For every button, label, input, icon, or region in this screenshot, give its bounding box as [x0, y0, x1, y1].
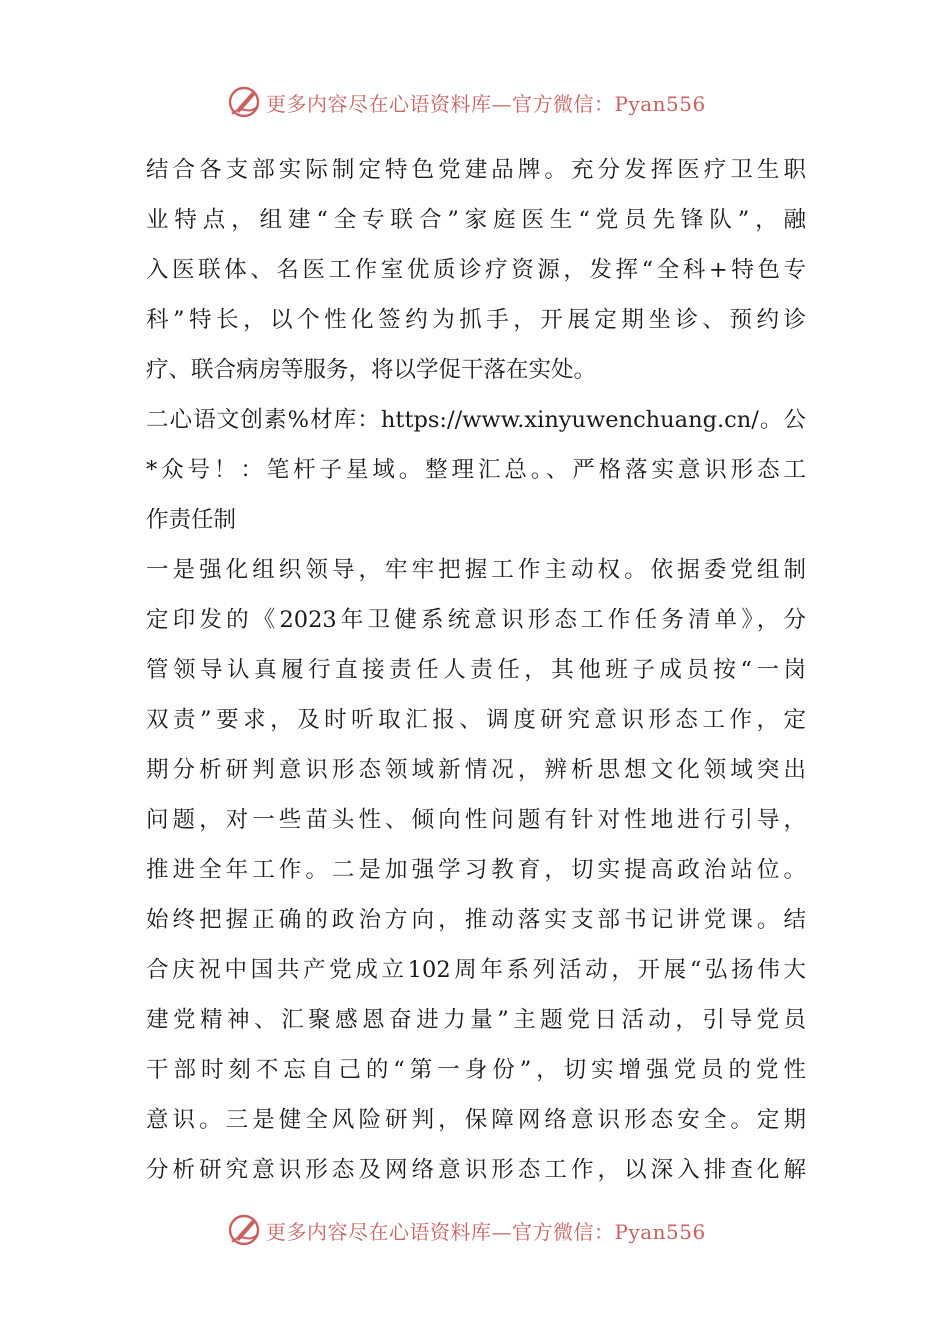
header-banner-inner — [226, 80, 706, 124]
text-line: 双责”要求，及时听取汇报、调度研究意识形态工作，定 — [146, 707, 806, 733]
text-line: 建党精神、汇聚感恩奋进力量”主题党日活动，引导党员 — [146, 1007, 806, 1033]
text-line: 科”特长，以个性化签约为抓手，开展定期坐诊、预约诊 — [146, 307, 806, 333]
text-line: 问题，对一些苗头性、倾向性问题有针对性地进行引导， — [146, 807, 806, 833]
text-line: 疗、联合病房等服务，将以学促干落在实处。 — [146, 357, 597, 383]
header-banner — [0, 80, 950, 124]
pen-circle-logo-icon — [226, 84, 262, 120]
footer-banner-inner — [226, 1208, 706, 1252]
text-line: 定印发的《2023年卫健系统意识形态工作任务清单》，分 — [146, 607, 806, 633]
text-line: 干部时刻不忘自己的“第一身份”，切实增强党员的党性 — [146, 1057, 806, 1083]
document-body — [146, 145, 806, 1195]
pen-circle-logo-icon — [226, 1212, 262, 1248]
text-line: 一是强化组织领导，牢牢把握工作主动权。依据委党组制 — [146, 557, 806, 583]
text-line: 结合各支部实际制定特色党建品牌。充分发挥医疗卫生职 — [146, 157, 806, 183]
header-banner-text: 更多内容尽在心语资料库—官方微信：Pyan556 — [266, 91, 706, 116]
text-line: 推进全年工作。二是加强学习教育，切实提高政治站位。 — [146, 857, 806, 883]
footer-banner-text: 更多内容尽在心语资料库—官方微信：Pyan556 — [266, 1219, 706, 1244]
text-line: 始终把握正确的政治方向，推动落实支部书记讲党课。结 — [146, 907, 806, 933]
text-line: 入医联体、名医工作室优质诊疗资源，发挥“全科+特色专 — [146, 257, 806, 283]
text-line: 意识。三是健全风险研判，保障网络意识形态安全。定期 — [146, 1107, 806, 1133]
text-line: 二心语文创素%材库：https://www.xinyuwenchuang.cn/。公 — [146, 407, 806, 433]
text-line: *众号！：笔杆子星域。整理汇总。、严格落实意识形态工 — [146, 457, 806, 483]
text-line: 合庆祝中国共产党成立102周年系列活动，开展“弘扬伟大 — [146, 957, 806, 983]
text-line: 管领导认真履行直接责任人责任，其他班子成员按“一岗 — [146, 657, 806, 683]
footer-banner — [0, 1208, 950, 1252]
text-line: 分析研究意识形态及网络意识形态工作，以深入排查化解 — [146, 1157, 806, 1183]
text-line: 作责任制 — [146, 507, 237, 533]
text-line: 业特点，组建“全专联合”家庭医生“党员先锋队”，融 — [146, 207, 806, 233]
text-line: 期分析研判意识形态领域新情况，辨析思想文化领域突出 — [146, 757, 806, 783]
